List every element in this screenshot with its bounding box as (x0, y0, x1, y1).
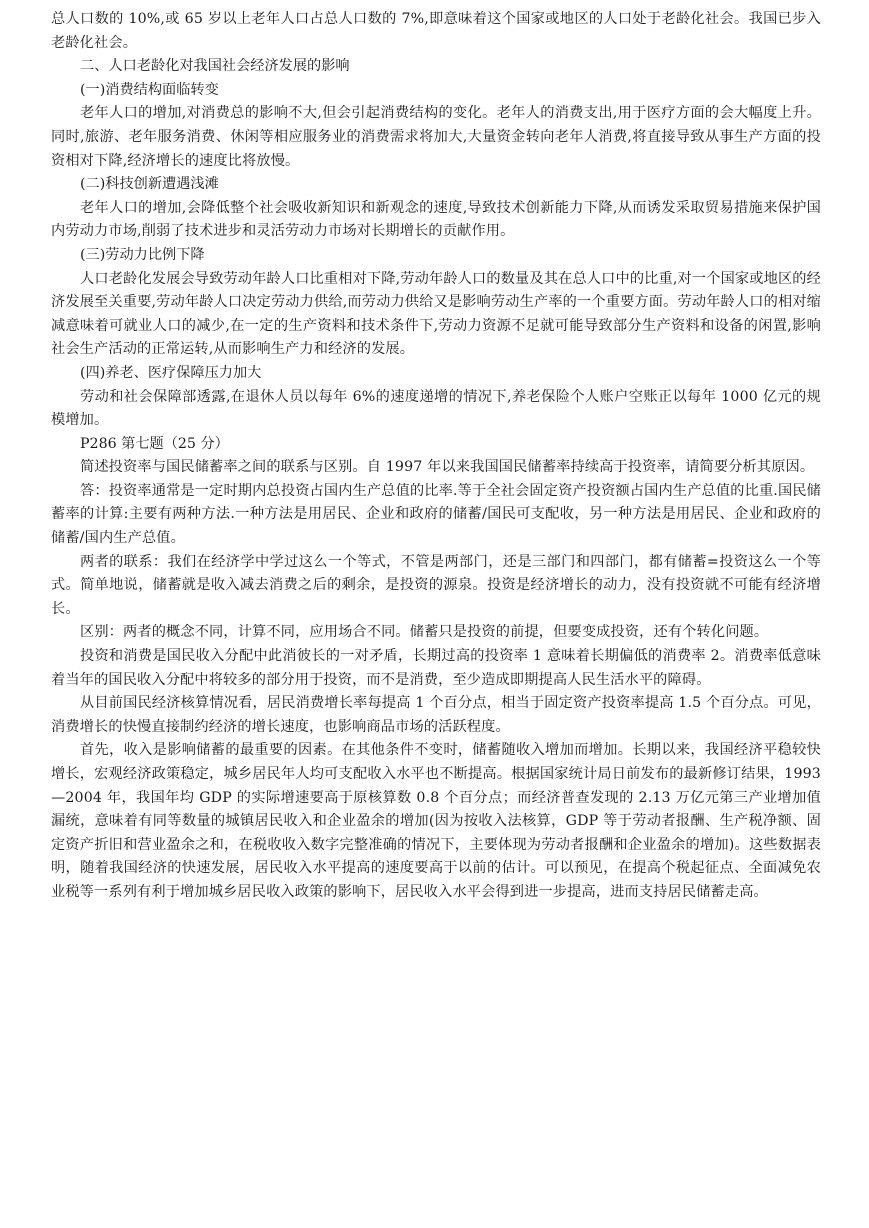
subheading-labor: (三)劳动力比例下降 (80, 246, 205, 263)
subheading-consumption: (一)消费结构面临转变 (80, 81, 219, 98)
paragraph-investment-consumption: 投资和消费是国民收入分配中此消彼长的一对矛盾，长期过高的投资率 1 意味着长期偏低的消费率 2。消费率低意味着当年的国民收入分配中将较多的部分用于投资，而不是消费，至少造成即期提高人民生活水平的障碍。 (51, 648, 821, 688)
paragraph-labor: 人口老龄化发展会导致劳动年龄人口比重相对下降,劳动年龄人口的数量及其在总人口中的比重,对一个国家或地区的经济发展至关重要,劳动年龄人口决定劳动力供给,而劳动力供给又是影响劳动生产率的一个重要方面。劳动年龄人口的相对缩减意味着可就业人口的减少,在一定的生产资料和技术条件下,劳动力资源不足就可能导致部分生产资料和设备的闲置,影响社会生产活动的正常运转,从而影响生产力和经济的发展。 (51, 270, 821, 358)
paragraph-national-accounts: 从目前国民经济核算情况看，居民消费增长率每提高 1 个百分点，相当于固定资产投资率提高 1.5 个百分点。可见，消费增长的快慢直接制约经济的增长速度，也影响商品市场的活跃程度。 (51, 695, 821, 735)
paragraph-income-savings: 首先，收入是影响储蓄的最重要的因素。在其他条件不变时，储蓄随收入增加而增加。长期以来，我国经济平稳较快增长，宏观经济政策稳定，城乡居民年人均可支配收入水平也不断提高。根据国家统计局日前发布的最新修订结果，1993—2004 年，我国年均 GDP 的实际增速要高于原核算数 0.8 个百分点；而经济普查发现的 2.13 万亿元第三产业增加值漏统，意味着有同等数量的城镇居民收入和企业盈余的增加(因为按收入法核算，GDP 等于劳动者报酬、生产税净额、固定资产折旧和营业盈余之和，在税收收入数字完整准确的情况下，主要体现为劳动者报酬和企业盈余的增加)。这些数据表明，随着我国经济的快速发展，居民收入水平提高的速度要高于以前的估计。可以预见，在提高个税起征点、全面减免农业税等一系列有利于增加城乡居民收入政策的影响下，居民收入水平会得到进一步提高，进而支持居民储蓄走高。 (51, 742, 821, 900)
section-heading-aging-impact: 二、人口老龄化对我国社会经济发展的影响 (80, 58, 350, 75)
paragraph-aging-definition: 总人口数的 10%,或 65 岁以上老年人口占总人口数的 7%,即意味着这个国家或地区的人口处于老龄化社会。我国已步入老龄化社会。 (51, 11, 821, 51)
paragraph-pension: 劳动和社会保障部透露,在退休人员以每年 6%的速度递增的情况下,养老保险个人账户空账正以每年 1000 亿元的规模增加。 (51, 388, 821, 429)
document-page (51, 8, 821, 905)
paragraph-innovation: 老年人口的增加,会降低整个社会吸收新知识和新观念的速度,导致技术创新能力下降,从而诱发采取贸易措施来保护国内劳动力市场,削弱了技术进步和灵活劳动力市场对长期增长的贡献作用。 (51, 199, 821, 240)
paragraph-difference: 区别：两者的概念不同，计算不同，应用场合不同。储蓄只是投资的前提，但要变成投资，还有个转化问题。 (80, 624, 769, 641)
question-heading: P286 第七题（25 分） (80, 435, 229, 452)
paragraph-answer-definition: 答：投资率通常是一定时期内总投资占国内生产总值的比率.等于全社会固定资产投资额占国内生产总值的比重.国民储蓄率的计算:主要有两种方法.一种方法是用居民、企业和政府的储蓄/国民可支配收，另一种方法是用居民、企业和政府的储蓄/国内生产总值。 (51, 482, 821, 547)
paragraph-consumption: 老年人口的增加,对消费总的影响不大,但会引起消费结构的变化。老年人的消费支出,用于医疗方面的会大幅度上升。同时,旅游、老年服务消费、休闲等相应服务业的消费需求将加大,大量资金转向老年人消费,将直接导致从事生产方面的投资相对下降,经济增长的速度比将放慢。 (51, 105, 821, 169)
paragraph-question: 简述投资率与国民储蓄率之间的联系与区别。自 1997 年以来我国国民储蓄率持续高于投资率，请简要分析其原因。 (80, 459, 815, 476)
subheading-pension: (四)养老、医疗保障压力加大 (80, 364, 262, 381)
paragraph-relation: 两者的联系：我们在经济学中学过这么一个等式，不管是两部门，还是三部门和四部门，都有储蓄=投资这么一个等式。简单地说，储蓄就是收入减去消费之后的剩余，是投资的源泉。投资是经济增长的动力，没有投资就不可能有经济增长。 (51, 553, 821, 617)
subheading-innovation: (二)科技创新遭遇浅滩 (80, 176, 219, 193)
